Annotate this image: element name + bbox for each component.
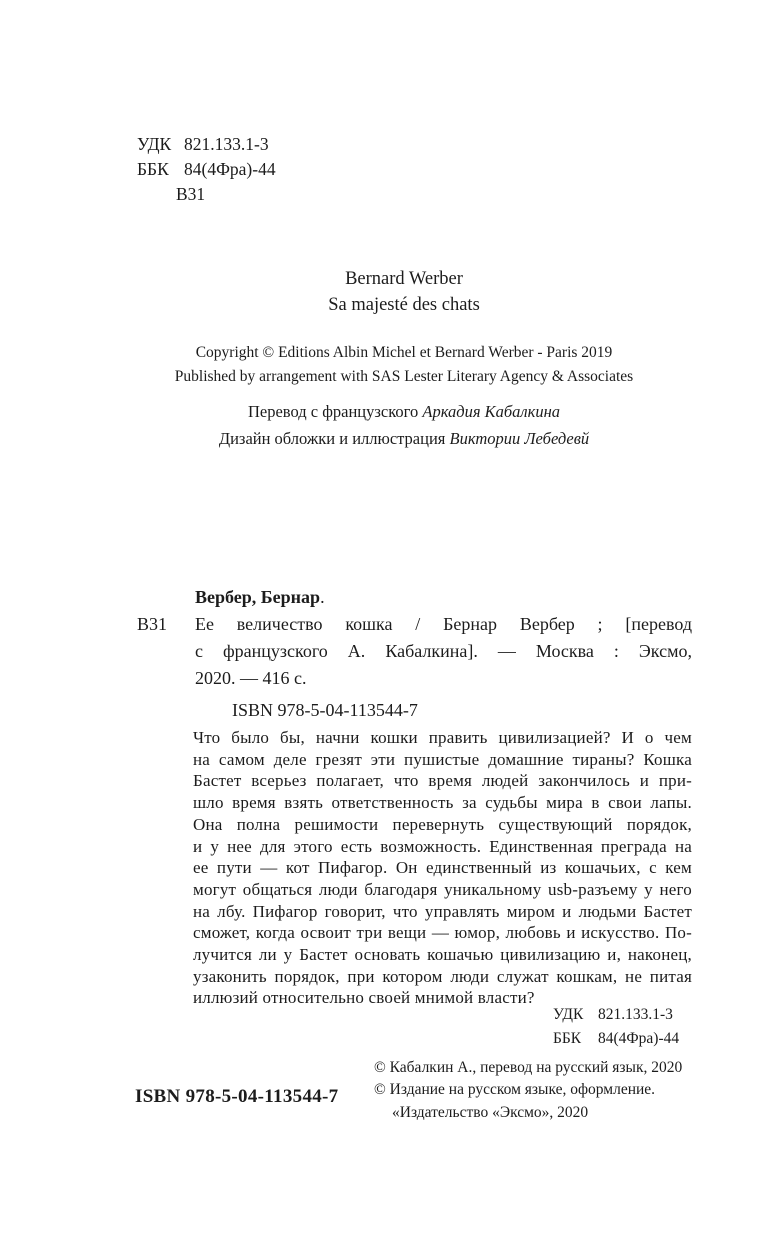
bbk-value: 84(4Фра)-44 <box>184 159 276 179</box>
copyright-line: Published by arrangement with SAS Lester Literary Agency & Associates <box>174 368 634 385</box>
annotation-line: узаконить порядок, при котором люди служат кошкам, не питая <box>193 966 692 986</box>
bbk-line <box>137 157 276 182</box>
annotation-paragraph <box>193 727 692 1009</box>
credits-block <box>40 399 768 452</box>
bottom-udk-value: 821.133.1-3 <box>598 1006 673 1023</box>
udk-value: 821.133.1-3 <box>184 134 269 154</box>
copyright-ru-lines <box>374 1057 682 1102</box>
copyright-ru-block <box>374 1057 682 1124</box>
publisher-line: «Издательство «Эксмо», 2020 <box>392 1103 589 1121</box>
annotation-line: и у нее для этого есть возможность. Единственная преграда на <box>193 836 692 856</box>
catalog-entry-line: 2020. — 416 с. <box>195 668 307 688</box>
bottom-bibliographic-codes <box>553 1003 679 1051</box>
catalog-entry-line: Ее величество кошка / Бернар Вербер ; [перевод <box>195 614 692 634</box>
annotation-line: на самом деле грезят эти пушистые домашние тираны? Кошка <box>193 749 692 769</box>
catalog-card <box>137 584 692 724</box>
original-title-block <box>40 266 768 318</box>
original-title: Sa majesté des chats <box>328 295 480 315</box>
design-prefix: Дизайн обложки и иллюстрация <box>218 428 446 448</box>
translation-prefix: Перевод с французского <box>247 402 419 421</box>
author-sign: В31 <box>176 184 206 204</box>
copyright-ru-line: © Кабалкин А., перевод на русский язык, 2020 <box>374 1059 683 1076</box>
bottom-udk-label: УДК <box>553 1006 584 1023</box>
catalog-author-name: Вербер, Бернар <box>195 587 321 607</box>
catalog-heading <box>195 584 692 611</box>
annotation-line: лучится ли у Бастет основать кошачью цивилизацию и, наконец, <box>193 945 692 965</box>
copyright-en-block <box>40 341 768 389</box>
top-bibliographic-codes <box>137 132 276 207</box>
udk-label: УДК <box>137 134 172 154</box>
catalog-body <box>137 611 692 724</box>
bottom-bbk-label: ББК <box>553 1030 582 1047</box>
bottom-bbk-line <box>553 1027 679 1051</box>
annotation-line: Что было бы, начни кошки править цивилизацией? И о чем <box>193 728 692 747</box>
catalog-isbn: ISBN 978-5-04-113544-7 <box>232 700 418 720</box>
credits-translation <box>40 399 768 426</box>
catalog-author-sign: В31 <box>137 614 168 634</box>
translator-name: Аркадия Кабалкина <box>422 402 561 421</box>
annotation-line: на лбу. Пифагор говорит, что управлять миром и людьми Бастет <box>193 901 692 921</box>
bbk-label: ББК <box>137 159 169 179</box>
designer-name: Виктории Лебедевй <box>449 428 590 448</box>
credits-design <box>40 426 768 453</box>
bottom-bbk-value: 84(4Фра)-44 <box>598 1030 680 1047</box>
annotation-line: иллюзий относительно своей мнимой власти? <box>193 988 535 1008</box>
catalog-heading-tail: . <box>320 587 325 607</box>
catalog-entry-line: с французского А. Кабалкина]. — Москва : Эксмо, <box>195 641 692 661</box>
annotation-line: сможет, когда освоит три вещи — юмор, любовь и искусство. По- <box>193 923 692 943</box>
annotation-line: могут общаться люди благодаря уникальному usb-разъему у него <box>193 879 692 899</box>
annotation-line: шло время взять ответственность за судьбы мира в свои лапы. <box>193 793 692 813</box>
annotation-line: Бастет всерьез полагает, что время людей закончилось и при- <box>193 771 692 791</box>
copyright-ru-line: © Издание на русском языке, оформление. <box>374 1081 656 1099</box>
udk-line <box>137 132 276 157</box>
copyright-line: Copyright © Editions Albin Michel et Bernard Werber - Paris 2019 <box>195 344 613 361</box>
original-author: Bernard Werber <box>345 269 463 289</box>
annotation-line: ее пути — кот Пифагор. Он единственный из кошачьих, с кем <box>193 858 692 878</box>
catalog-entry <box>195 611 692 692</box>
annotation-line: Она полна решимости перевернуть существующий порядок, <box>193 814 692 834</box>
bottom-udk-line <box>553 1003 679 1027</box>
bottom-isbn: ISBN 978-5-04-113544-7 <box>135 1086 339 1107</box>
